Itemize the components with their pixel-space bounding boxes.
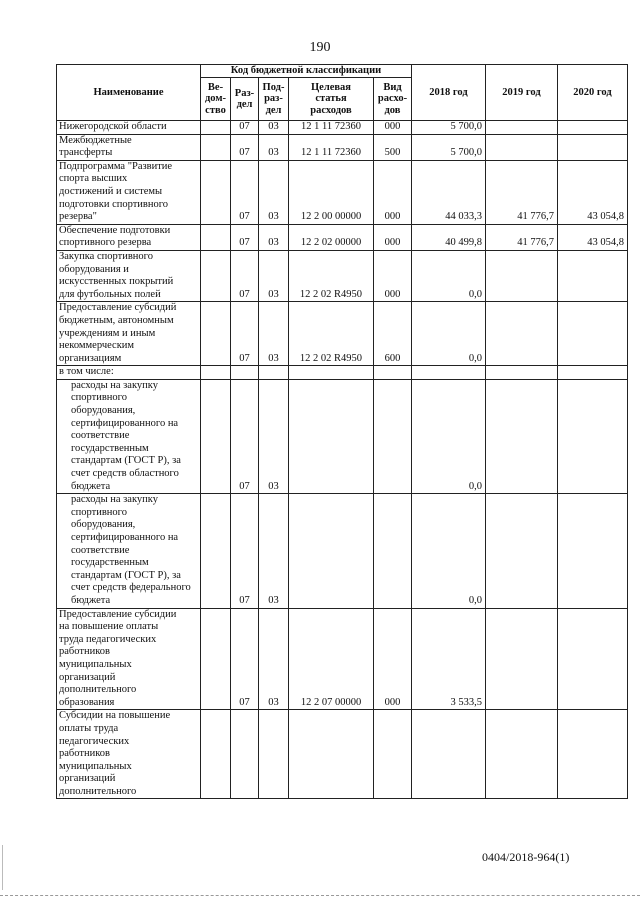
table-row: [57, 494, 628, 608]
cell-ved: [201, 494, 231, 608]
cell-podrazdel: 03: [259, 224, 289, 250]
cell-razdel: 07: [231, 224, 259, 250]
cell-razdel: [231, 366, 259, 380]
cell-2020: [558, 134, 628, 160]
cell-csr: 12 2 02 R4950: [289, 302, 374, 366]
row-name: расходы на закупку спортивного оборудования, сертифицированного на соответствие государственным стандартам (ГОСТ Р), за счет средств областного бюджета: [57, 379, 201, 493]
cell-podrazdel: 03: [259, 160, 289, 224]
page-number: 190: [309, 40, 331, 55]
table-row: [57, 224, 628, 250]
cell-2020: [558, 366, 628, 380]
row-name: Подпрограмма "Развитие спорта высших достижений и системы подготовки спортивного резерва": [57, 160, 201, 224]
cell-2019: 41 776,7: [486, 160, 558, 224]
table-row: [57, 366, 628, 380]
row-name: Обеспечение подготовки спортивного резерва: [57, 224, 201, 250]
cell-2018: 0,0: [412, 379, 486, 493]
header-csr: Целевая статья расходов: [289, 78, 374, 121]
cell-csr: [289, 710, 374, 799]
header-2019: 2019 год: [486, 65, 558, 121]
cell-podrazdel: 03: [259, 134, 289, 160]
cell-ved: [201, 379, 231, 493]
cell-2020: [558, 302, 628, 366]
cell-2020: [558, 250, 628, 301]
cell-vr: [374, 494, 412, 608]
header-ved: Ве- дом- ство: [201, 78, 231, 121]
cell-2019: [486, 366, 558, 380]
header-name: Наименование: [57, 65, 201, 121]
cell-ved: [201, 160, 231, 224]
cell-vr: 600: [374, 302, 412, 366]
cell-2020: [558, 379, 628, 493]
table-row: [57, 379, 628, 493]
cell-podrazdel: [259, 710, 289, 799]
cell-ved: [201, 250, 231, 301]
cell-razdel: 07: [231, 379, 259, 493]
table-row: [57, 302, 628, 366]
cell-2019: [486, 494, 558, 608]
cell-2020: 43 054,8: [558, 160, 628, 224]
cell-ved: [201, 710, 231, 799]
cell-vr: 000: [374, 224, 412, 250]
cell-vr: 000: [374, 608, 412, 710]
row-name: Нижегородской области: [57, 121, 201, 135]
cell-csr: 12 1 11 72360: [289, 121, 374, 135]
header-classification: Код бюджетной классификации: [201, 65, 412, 78]
cell-ved: [201, 608, 231, 710]
cell-razdel: 07: [231, 250, 259, 301]
cell-razdel: 07: [231, 494, 259, 608]
table-row: [57, 121, 628, 135]
cell-podrazdel: 03: [259, 608, 289, 710]
cell-2019: 41 776,7: [486, 224, 558, 250]
cell-vr: 000: [374, 121, 412, 135]
cell-ved: [201, 121, 231, 135]
cell-2019: [486, 134, 558, 160]
cell-podrazdel: [259, 366, 289, 380]
cell-2020: 43 054,8: [558, 224, 628, 250]
cell-2019: [486, 121, 558, 135]
row-name: Предоставление субсидии на повышение оплаты труда педагогических работников муниципальных организаций дополнительного образования: [57, 608, 201, 710]
cell-2019: [486, 379, 558, 493]
row-name: Закупка спортивного оборудования и искусственных покрытий для футбольных полей: [57, 250, 201, 301]
cell-vr: [374, 710, 412, 799]
cell-ved: [201, 224, 231, 250]
margin-mark: [2, 845, 3, 890]
cell-csr: 12 2 02 R4950: [289, 250, 374, 301]
cell-2018: 0,0: [412, 494, 486, 608]
cell-razdel: [231, 710, 259, 799]
cell-csr: 12 2 00 00000: [289, 160, 374, 224]
header-razdel: Раз- дел: [231, 78, 259, 121]
row-name: Предоставление субсидий бюджетным, автономным учреждениям и иным некоммерческим организациям: [57, 302, 201, 366]
budget-table: [56, 64, 628, 799]
table-row: [57, 608, 628, 710]
row-name: Межбюджетные трансферты: [57, 134, 201, 160]
cell-razdel: 07: [231, 160, 259, 224]
cell-2019: [486, 608, 558, 710]
cell-2018: 0,0: [412, 250, 486, 301]
cell-vr: 000: [374, 160, 412, 224]
cell-csr: 12 1 11 72360: [289, 134, 374, 160]
table-row: [57, 250, 628, 301]
cell-2020: [558, 710, 628, 799]
cell-2019: [486, 302, 558, 366]
row-name: в том числе:: [57, 366, 201, 380]
footer-code: 0404/2018-964(1): [482, 850, 570, 864]
cell-2019: [486, 250, 558, 301]
cell-csr: [289, 366, 374, 380]
cell-razdel: 07: [231, 134, 259, 160]
header-podrazdel: Под- раз- дел: [259, 78, 289, 121]
cell-vr: 500: [374, 134, 412, 160]
cell-vr: [374, 379, 412, 493]
cell-2018: 0,0: [412, 302, 486, 366]
table-row: [57, 710, 628, 799]
cell-vr: [374, 366, 412, 380]
cell-ved: [201, 134, 231, 160]
cell-2018: 44 033,3: [412, 160, 486, 224]
cell-podrazdel: 03: [259, 250, 289, 301]
table-row: [57, 160, 628, 224]
cell-podrazdel: 03: [259, 302, 289, 366]
bottom-divider: [0, 895, 640, 896]
cell-2019: [486, 710, 558, 799]
cell-razdel: 07: [231, 302, 259, 366]
cell-vr: 000: [374, 250, 412, 301]
cell-ved: [201, 366, 231, 380]
cell-ved: [201, 302, 231, 366]
cell-csr: 12 2 07 00000: [289, 608, 374, 710]
cell-2018: 5 700,0: [412, 134, 486, 160]
cell-2018: 5 700,0: [412, 121, 486, 135]
cell-csr: [289, 379, 374, 493]
cell-csr: 12 2 02 00000: [289, 224, 374, 250]
cell-razdel: 07: [231, 608, 259, 710]
cell-2020: [558, 494, 628, 608]
cell-podrazdel: 03: [259, 494, 289, 608]
header-2018: 2018 год: [412, 65, 486, 121]
cell-2018: 40 499,8: [412, 224, 486, 250]
cell-2018: [412, 366, 486, 380]
row-name: расходы на закупку спортивного оборудования, сертифицированного на соответствие государственным стандартам (ГОСТ Р), за счет средств федерального бюджета: [57, 494, 201, 608]
cell-2018: 3 533,5: [412, 608, 486, 710]
cell-2020: [558, 608, 628, 710]
cell-podrazdel: 03: [259, 121, 289, 135]
cell-2020: [558, 121, 628, 135]
header-vr: Вид расхо- дов: [374, 78, 412, 121]
row-name: Субсидии на повышение оплаты труда педагогических работников муниципальных организаций дополнительного: [57, 710, 201, 799]
table-body: [57, 121, 628, 799]
table-row: [57, 134, 628, 160]
cell-podrazdel: 03: [259, 379, 289, 493]
cell-razdel: 07: [231, 121, 259, 135]
cell-csr: [289, 494, 374, 608]
cell-2018: [412, 710, 486, 799]
header-2020: 2020 год: [558, 65, 628, 121]
